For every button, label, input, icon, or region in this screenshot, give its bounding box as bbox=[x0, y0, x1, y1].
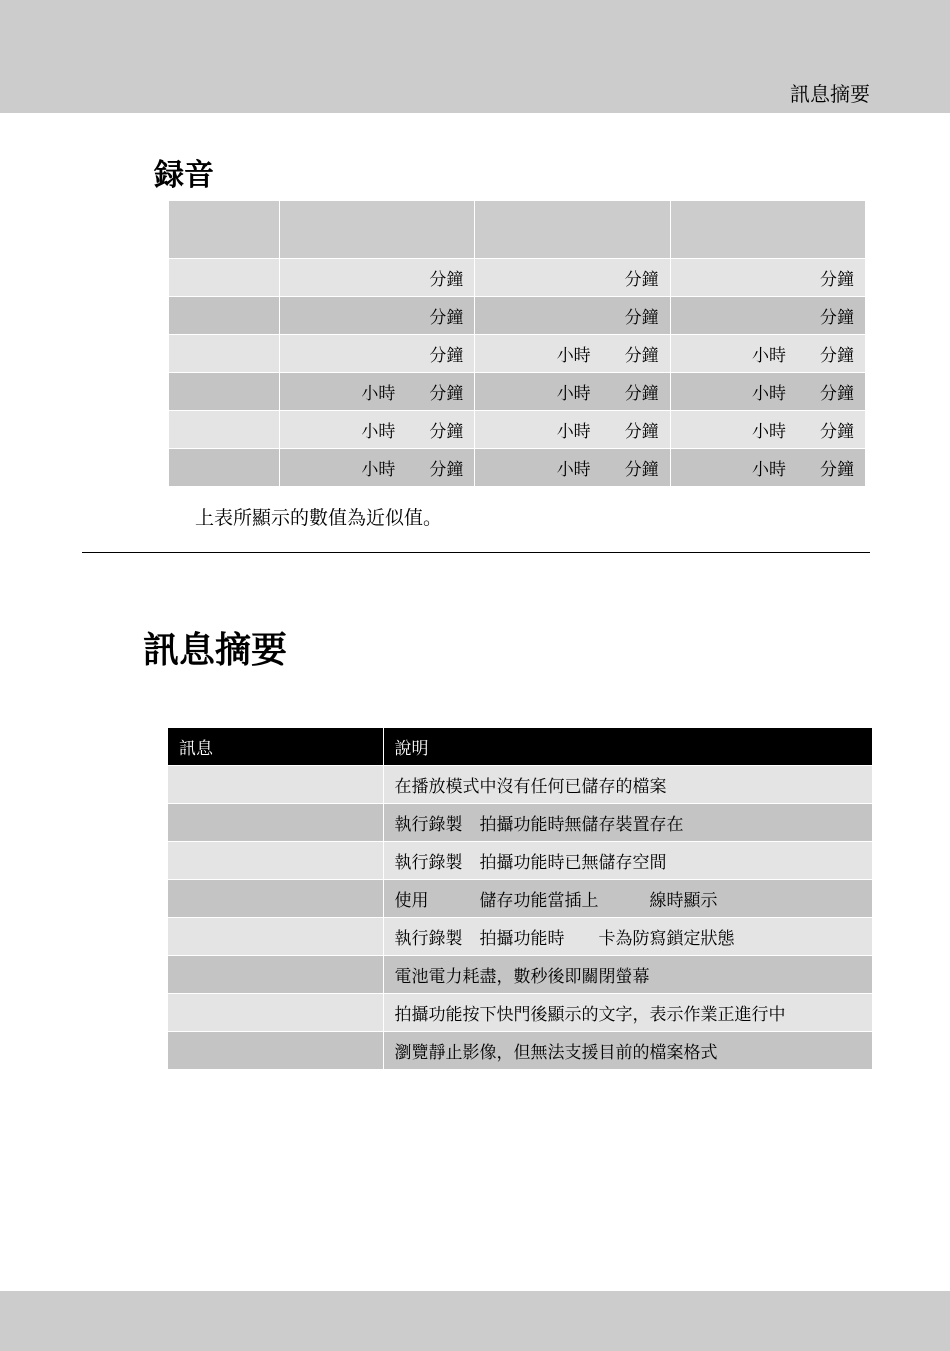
description-cell: 執行錄製 拍攝功能時 卡為防寫鎖定狀態 bbox=[383, 918, 872, 956]
minute-unit: 分鐘 bbox=[429, 308, 464, 328]
message-row bbox=[168, 918, 872, 956]
recording-row bbox=[169, 335, 866, 373]
message-row bbox=[168, 1032, 872, 1070]
recording-duration-cell bbox=[475, 449, 670, 487]
hour-unit: 小時 bbox=[361, 384, 396, 404]
recording-duration-cell bbox=[475, 259, 670, 297]
recording-label-cell bbox=[169, 259, 280, 297]
running-header-title: 訊息摘要 bbox=[790, 82, 870, 106]
recording-label-cell bbox=[169, 411, 280, 449]
minute-unit: 分鐘 bbox=[624, 346, 659, 366]
recording-duration-cell bbox=[475, 411, 670, 449]
message-column-header: 訊息 bbox=[168, 728, 383, 766]
recording-row bbox=[169, 259, 866, 297]
message-table-header-row bbox=[168, 728, 872, 766]
section-divider bbox=[82, 552, 870, 553]
description-cell: 執行錄製 拍攝功能時已無儲存空間 bbox=[383, 842, 872, 880]
message-row bbox=[168, 804, 872, 842]
minute-unit: 分鐘 bbox=[429, 270, 464, 290]
hour-unit: 小時 bbox=[556, 384, 591, 404]
recording-duration-cell bbox=[280, 297, 475, 335]
recording-label-cell bbox=[169, 297, 280, 335]
minute-unit: 分鐘 bbox=[429, 422, 464, 442]
recording-row bbox=[169, 297, 866, 335]
hour-unit: 小時 bbox=[361, 460, 396, 480]
message-cell bbox=[168, 880, 383, 918]
message-row bbox=[168, 994, 872, 1032]
recording-duration-cell bbox=[475, 335, 670, 373]
minute-unit: 分鐘 bbox=[820, 270, 854, 290]
recording-heading: 録音 bbox=[154, 158, 214, 193]
hour-unit: 小時 bbox=[556, 422, 591, 442]
recording-label-cell bbox=[169, 373, 280, 411]
description-cell: 瀏覽靜止影像，但無法支援目前的檔案格式 bbox=[383, 1032, 872, 1070]
recording-duration-cell bbox=[670, 297, 865, 335]
minute-unit: 分鐘 bbox=[624, 384, 659, 404]
recording-duration-cell bbox=[475, 297, 670, 335]
recording-duration-cell bbox=[280, 335, 475, 373]
minute-unit: 分鐘 bbox=[429, 384, 464, 404]
recording-duration-cell bbox=[280, 411, 475, 449]
recording-duration-cell bbox=[670, 373, 865, 411]
header-cell bbox=[475, 201, 670, 259]
minute-unit: 分鐘 bbox=[624, 422, 659, 442]
recording-row bbox=[169, 411, 866, 449]
message-summary-heading: 訊息摘要 bbox=[143, 630, 288, 671]
hour-unit: 小時 bbox=[752, 460, 786, 480]
footer-band bbox=[0, 1291, 950, 1351]
minute-unit: 分鐘 bbox=[624, 308, 659, 328]
description-cell: 拍攝功能按下快門後顯示的文字，表示作業正進行中 bbox=[383, 994, 872, 1032]
recording-duration-cell bbox=[280, 373, 475, 411]
hour-unit: 小時 bbox=[752, 346, 786, 366]
minute-unit: 分鐘 bbox=[820, 422, 854, 442]
message-cell bbox=[168, 918, 383, 956]
message-cell bbox=[168, 842, 383, 880]
description-column-header: 說明 bbox=[383, 728, 872, 766]
hour-unit: 小時 bbox=[752, 384, 786, 404]
recording-duration-cell bbox=[670, 259, 865, 297]
minute-unit: 分鐘 bbox=[429, 346, 464, 366]
minute-unit: 分鐘 bbox=[820, 346, 854, 366]
minute-unit: 分鐘 bbox=[624, 270, 659, 290]
message-row bbox=[168, 766, 872, 804]
hour-unit: 小時 bbox=[361, 422, 396, 442]
recording-duration-cell bbox=[475, 373, 670, 411]
hour-unit: 小時 bbox=[556, 346, 591, 366]
recording-row bbox=[169, 449, 866, 487]
description-cell: 使用 儲存功能當插上 線時顯示 bbox=[383, 880, 872, 918]
message-cell bbox=[168, 804, 383, 842]
recording-duration-cell bbox=[670, 335, 865, 373]
minute-unit: 分鐘 bbox=[820, 460, 854, 480]
header-cell bbox=[670, 201, 865, 259]
hour-unit: 小時 bbox=[752, 422, 786, 442]
message-table bbox=[168, 728, 872, 1069]
description-cell: 在播放模式中沒有任何已儲存的檔案 bbox=[383, 766, 872, 804]
recording-table-header-row bbox=[169, 201, 866, 259]
header-cell bbox=[280, 201, 475, 259]
message-cell bbox=[168, 1032, 383, 1070]
recording-label-cell bbox=[169, 449, 280, 487]
recording-duration-cell bbox=[670, 411, 865, 449]
recording-row bbox=[169, 373, 866, 411]
description-cell: 執行錄製 拍攝功能時無儲存裝置存在 bbox=[383, 804, 872, 842]
recording-label-cell bbox=[169, 335, 280, 373]
minute-unit: 分鐘 bbox=[820, 384, 854, 404]
minute-unit: 分鐘 bbox=[429, 460, 464, 480]
header-cell bbox=[169, 201, 280, 259]
message-cell bbox=[168, 956, 383, 994]
message-cell bbox=[168, 994, 383, 1032]
minute-unit: 分鐘 bbox=[624, 460, 659, 480]
recording-time-table bbox=[168, 200, 866, 487]
message-row bbox=[168, 842, 872, 880]
recording-duration-cell bbox=[670, 449, 865, 487]
message-row bbox=[168, 956, 872, 994]
message-row bbox=[168, 880, 872, 918]
recording-duration-cell bbox=[280, 449, 475, 487]
recording-duration-cell bbox=[280, 259, 475, 297]
hour-unit: 小時 bbox=[556, 460, 591, 480]
minute-unit: 分鐘 bbox=[820, 308, 854, 328]
description-cell: 電池電力耗盡，數秒後即關閉螢幕 bbox=[383, 956, 872, 994]
message-cell bbox=[168, 766, 383, 804]
approximation-note: 上表所顯示的數值為近似值。 bbox=[195, 507, 443, 529]
